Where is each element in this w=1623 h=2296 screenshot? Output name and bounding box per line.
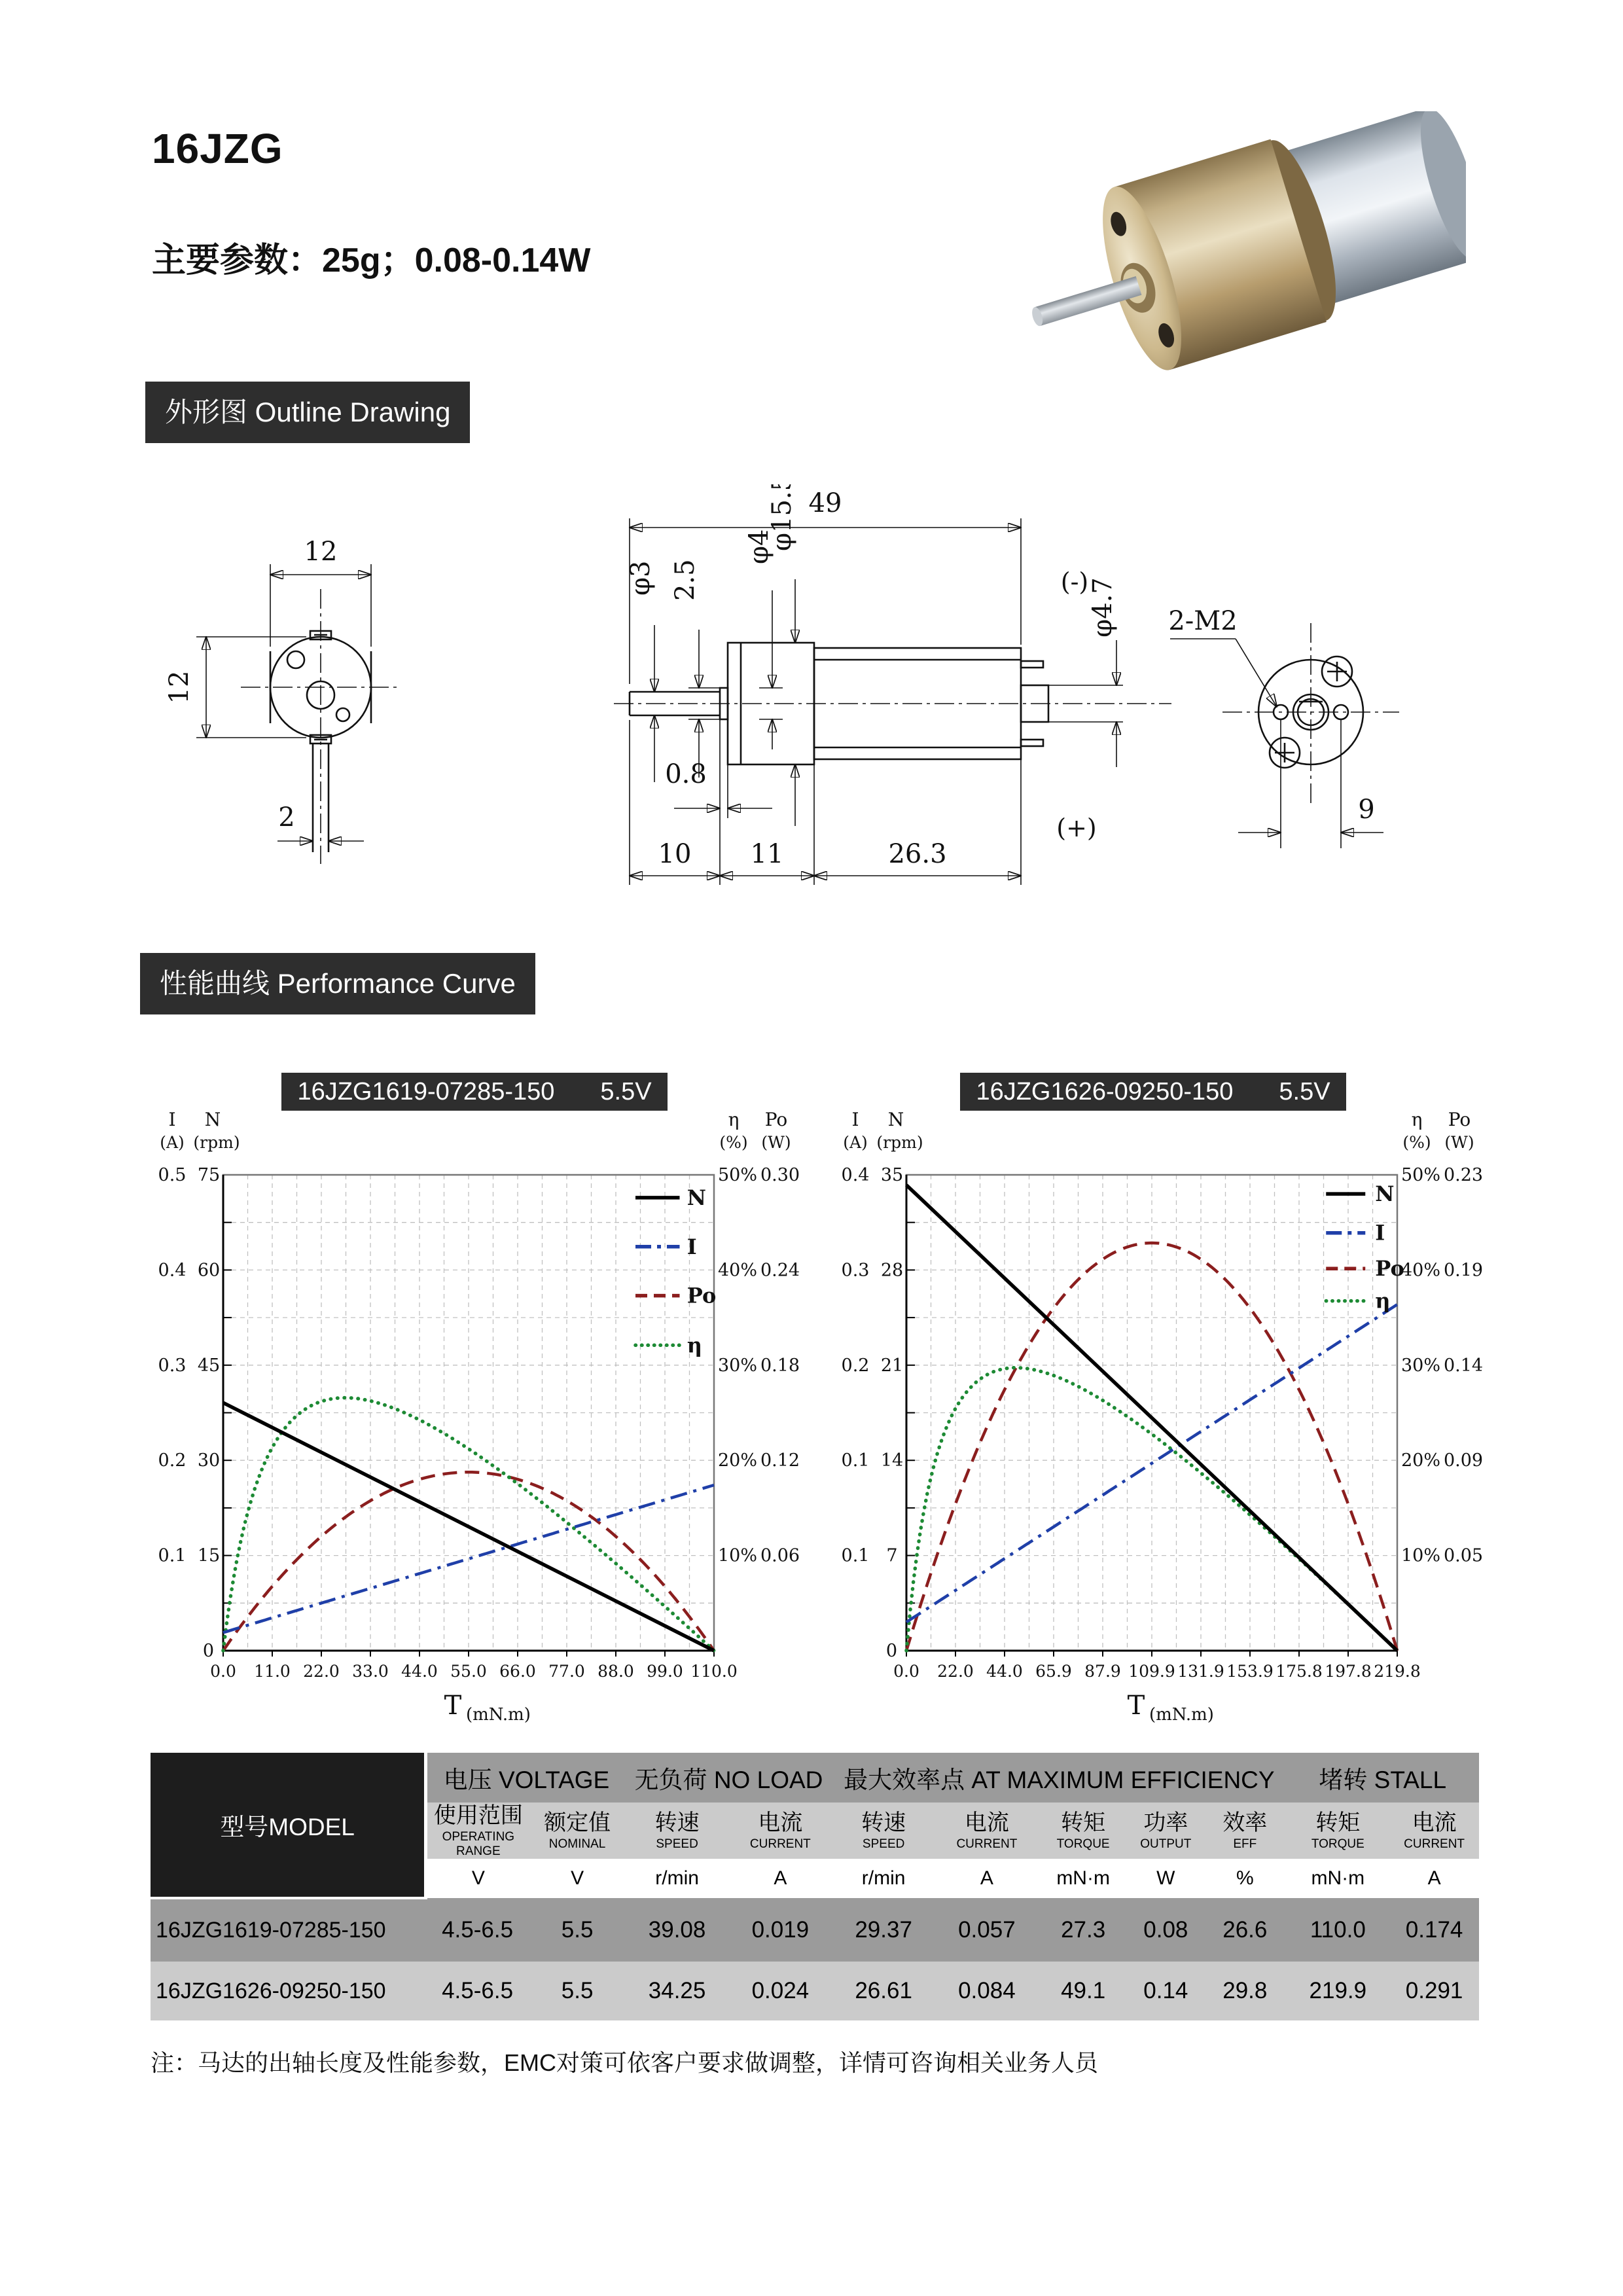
dim-shaft-dia: φ3 [626,560,656,596]
pos-terminal-label: (+) [1056,814,1097,842]
svg-text:110.0: 110.0 [690,1662,738,1681]
group-no-load: 无负荷 NO LOAD [626,1753,832,1803]
svg-text:20%: 20% [717,1450,758,1471]
unit-cell: mN·m [1039,1859,1128,1898]
product-photo [1008,111,1466,380]
svg-text:(rpm): (rpm) [876,1133,923,1152]
col-header: 电流 CURRENT [728,1803,832,1859]
footnote: 注：马达的出轴长度及性能参数，EMC对策可依客户要求做调整，详情可咨询相关业务人员 [151,2049,1098,2076]
svg-text:197.8: 197.8 [1325,1662,1372,1681]
section-header-performance: 性能曲线 Performance Curve [140,953,535,1014]
legend-label-η: η [1375,1288,1391,1314]
col-header: 转矩 TORQUE [1286,1803,1389,1859]
svg-text:50%: 50% [717,1165,758,1185]
model-cell: 16JZG1619-07285-150 [151,1898,426,1962]
svg-text:0.05: 0.05 [1443,1545,1484,1566]
performance-chart-2 [838,1106,1512,1725]
dim-motor-len: 26.3 [888,839,947,869]
value-cell: 26.61 [832,1962,935,2020]
svg-text:0.5: 0.5 [158,1165,187,1185]
svg-text:109.9: 109.9 [1128,1662,1175,1681]
rear-view-centerlines [1222,623,1399,806]
group-voltage: 电压 VOLTAGE [426,1753,626,1803]
value-cell: 26.6 [1204,1898,1286,1962]
legend-label-N: N [1375,1181,1395,1207]
svg-text:0.09: 0.09 [1443,1450,1484,1471]
svg-text:(%): (%) [719,1133,748,1152]
svg-text:21: 21 [880,1355,904,1376]
svg-text:15: 15 [197,1545,221,1566]
value-cell: 27.3 [1039,1898,1128,1962]
dim-collar-len: 0.8 [665,759,707,789]
unit-cell: % [1204,1859,1286,1898]
dim-front-shaft-width: 2 [278,802,295,833]
chart-2-model: 16JZG1626-09250-150 [976,1077,1234,1105]
svg-text:66.0: 66.0 [499,1662,536,1681]
outline-drawing-svg [98,484,1525,916]
unit-cell: V [529,1859,625,1898]
group-stall: 堵转 STALL [1286,1753,1479,1803]
svg-text:(%): (%) [1402,1133,1431,1152]
unit-cell: r/min [832,1859,935,1898]
col-header: 额定值 NOMINAL [529,1803,625,1859]
svg-text:(rpm): (rpm) [193,1133,240,1152]
svg-text:0.23: 0.23 [1443,1165,1484,1185]
unit-cell: V [426,1859,529,1898]
svg-text:20%: 20% [1400,1450,1441,1471]
front-view-dims [196,564,371,841]
svg-text:7: 7 [886,1545,898,1566]
legend-label-η: η [687,1333,703,1358]
col-header: 电流 CURRENT [935,1803,1039,1859]
dim-boss-dia: φ4.7 [1088,577,1118,637]
col-header: 使用范围 OPERATING RANGE [426,1803,529,1859]
svg-text:0.3: 0.3 [158,1355,187,1376]
svg-text:0.0: 0.0 [210,1662,236,1681]
table-group-header-row [151,1753,1479,1803]
motor-photo-graphic [1008,111,1466,380]
svg-text:I: I [168,1109,176,1130]
svg-text:0.14: 0.14 [1443,1355,1484,1376]
col-header: 效率 EFF [1204,1803,1286,1859]
svg-text:0.4: 0.4 [158,1260,187,1281]
svg-text:η: η [1411,1109,1423,1130]
svg-text:Po: Po [764,1109,788,1130]
svg-text:(W): (W) [761,1133,791,1152]
svg-text:99.0: 99.0 [647,1662,683,1681]
unit-cell: W [1128,1859,1204,1898]
svg-text:0.19: 0.19 [1443,1260,1484,1281]
screw-callout: 2-M2 [1168,606,1238,636]
svg-text:22.0: 22.0 [937,1662,974,1681]
value-cell: 5.5 [529,1898,625,1962]
svg-text:0.24: 0.24 [760,1260,800,1281]
svg-text:0.30: 0.30 [760,1165,800,1185]
value-cell: 0.174 [1389,1898,1479,1962]
chart-2-voltage: 5.5V [1279,1077,1330,1105]
svg-text:I: I [851,1109,859,1130]
svg-text:28: 28 [880,1260,904,1281]
value-cell: 0.291 [1389,1962,1479,2020]
dim-hole-span: 9 [1358,795,1375,825]
svg-text:0.1: 0.1 [158,1545,187,1566]
svg-text:153.9: 153.9 [1226,1662,1274,1681]
svg-text:0.18: 0.18 [760,1355,800,1376]
svg-text:88.0: 88.0 [597,1662,634,1681]
svg-text:30%: 30% [1400,1355,1441,1376]
unit-cell: A [935,1859,1039,1898]
svg-text:33.0: 33.0 [352,1662,389,1681]
chart-title-2 [960,1073,1346,1111]
svg-text:131.9: 131.9 [1177,1662,1224,1681]
svg-text:0.1: 0.1 [841,1545,870,1566]
legend-label-I: I [1375,1220,1385,1246]
dim-collar-dia: φ4 [744,529,774,564]
value-cell: 5.5 [529,1962,625,2020]
svg-text:0: 0 [202,1641,214,1661]
model-header-cell: 型号MODEL [151,1753,426,1898]
svg-text:40%: 40% [1400,1260,1441,1281]
unit-cell: r/min [626,1859,729,1898]
svg-text:11.0: 11.0 [254,1662,291,1681]
svg-text:η: η [728,1109,740,1130]
svg-text:175.8: 175.8 [1275,1662,1323,1681]
value-cell: 4.5-6.5 [426,1898,529,1962]
section-header-outline: 外形图 Outline Drawing [145,382,470,443]
svg-text:30%: 30% [717,1355,758,1376]
svg-text:60: 60 [197,1260,221,1281]
dim-shaft-len: 10 [658,839,692,869]
value-cell: 0.084 [935,1962,1039,2020]
dim-total-length: 49 [808,488,842,518]
value-cell: 0.057 [935,1898,1039,1962]
svg-text:(A): (A) [160,1133,185,1152]
svg-text:N: N [204,1109,221,1130]
performance-chart-2-svg [838,1106,1512,1725]
legend-label-N: N [687,1185,706,1210]
table-row [151,1962,1479,2020]
neg-terminal-label: (-) [1060,567,1089,596]
svg-text:75: 75 [197,1165,221,1185]
legend-label-Po: Po [687,1283,717,1308]
col-header: 功率 OUTPUT [1128,1803,1204,1859]
value-cell: 0.019 [728,1898,832,1962]
col-header: 转矩 TORQUE [1039,1803,1128,1859]
chart-title-1 [281,1073,668,1111]
spec-table [151,1753,1479,2020]
value-cell: 0.14 [1128,1962,1204,2020]
performance-chart-1-svg [151,1106,825,1725]
svg-text:219.8: 219.8 [1374,1662,1421,1681]
svg-text:44.0: 44.0 [401,1662,438,1681]
performance-chart-1 [151,1106,825,1725]
chart-1-voltage: 5.5V [600,1077,652,1105]
unit-cell: A [1389,1859,1479,1898]
model-cell: 16JZG1626-09250-150 [151,1962,426,2020]
svg-text:45: 45 [197,1355,221,1376]
svg-text:50%: 50% [1400,1165,1441,1185]
svg-text:(W): (W) [1444,1133,1474,1152]
legend-label-Po: Po [1375,1256,1404,1282]
svg-text:N: N [887,1109,904,1130]
svg-text:(A): (A) [843,1133,868,1152]
col-header: 转速 SPEED [626,1803,729,1859]
svg-text:10%: 10% [1400,1545,1441,1566]
svg-text:40%: 40% [717,1260,758,1281]
svg-text:T: T [444,1691,462,1721]
svg-text:0.2: 0.2 [158,1450,187,1471]
svg-text:77.0: 77.0 [548,1662,585,1681]
svg-text:(mN.m): (mN.m) [1149,1705,1214,1725]
svg-text:0: 0 [885,1641,897,1661]
svg-text:65.9: 65.9 [1035,1662,1072,1681]
svg-text:14: 14 [880,1450,904,1471]
svg-text:87.9: 87.9 [1084,1662,1121,1681]
outline-drawing [98,484,1525,916]
dim-gearbox-dia: φ15.5 [767,484,797,551]
value-cell: 0.08 [1128,1898,1204,1962]
page-title: 16JZG [152,125,283,172]
value-cell: 29.37 [832,1898,935,1962]
value-cell: 4.5-6.5 [426,1962,529,2020]
value-cell: 39.08 [626,1898,729,1962]
table-row [151,1898,1479,1962]
chart-1-model: 16JZG1619-07285-150 [297,1077,555,1105]
value-cell: 29.8 [1204,1962,1286,2020]
unit-cell: A [728,1859,832,1898]
dim-shaft-step: 2.5 [670,559,700,601]
value-cell: 49.1 [1039,1962,1128,2020]
group-max-efficiency: 最大效率点 AT MAXIMUM EFFICIENCY [832,1753,1286,1803]
svg-text:35: 35 [880,1165,904,1185]
col-header: 电流 CURRENT [1389,1803,1479,1859]
svg-text:55.0: 55.0 [450,1662,487,1681]
dim-front-height: 12 [164,670,194,704]
svg-text:0.0: 0.0 [893,1662,919,1681]
svg-text:44.0: 44.0 [986,1662,1023,1681]
svg-text:T: T [1127,1691,1145,1721]
svg-text:0.3: 0.3 [841,1260,870,1281]
value-cell: 0.024 [728,1962,832,2020]
svg-text:0.4: 0.4 [841,1165,870,1185]
svg-text:30: 30 [197,1450,221,1471]
col-header: 转速 SPEED [832,1803,935,1859]
svg-text:0.2: 0.2 [841,1355,870,1376]
svg-text:0.12: 0.12 [760,1450,800,1471]
dim-gearbox-len: 11 [750,839,784,869]
page-subtitle: 主要参数：25g；0.08-0.14W [152,242,591,279]
svg-text:10%: 10% [717,1545,758,1566]
svg-text:Po: Po [1448,1109,1471,1130]
svg-text:(mN.m): (mN.m) [466,1705,531,1725]
svg-text:22.0: 22.0 [303,1662,340,1681]
svg-text:0.06: 0.06 [760,1545,800,1566]
value-cell: 34.25 [626,1962,729,2020]
dim-front-width: 12 [304,537,338,567]
value-cell: 110.0 [1286,1898,1389,1962]
value-cell: 219.9 [1286,1962,1389,2020]
svg-text:0.1: 0.1 [841,1450,870,1471]
unit-cell: mN·m [1286,1859,1389,1898]
legend-label-I: I [687,1234,697,1259]
